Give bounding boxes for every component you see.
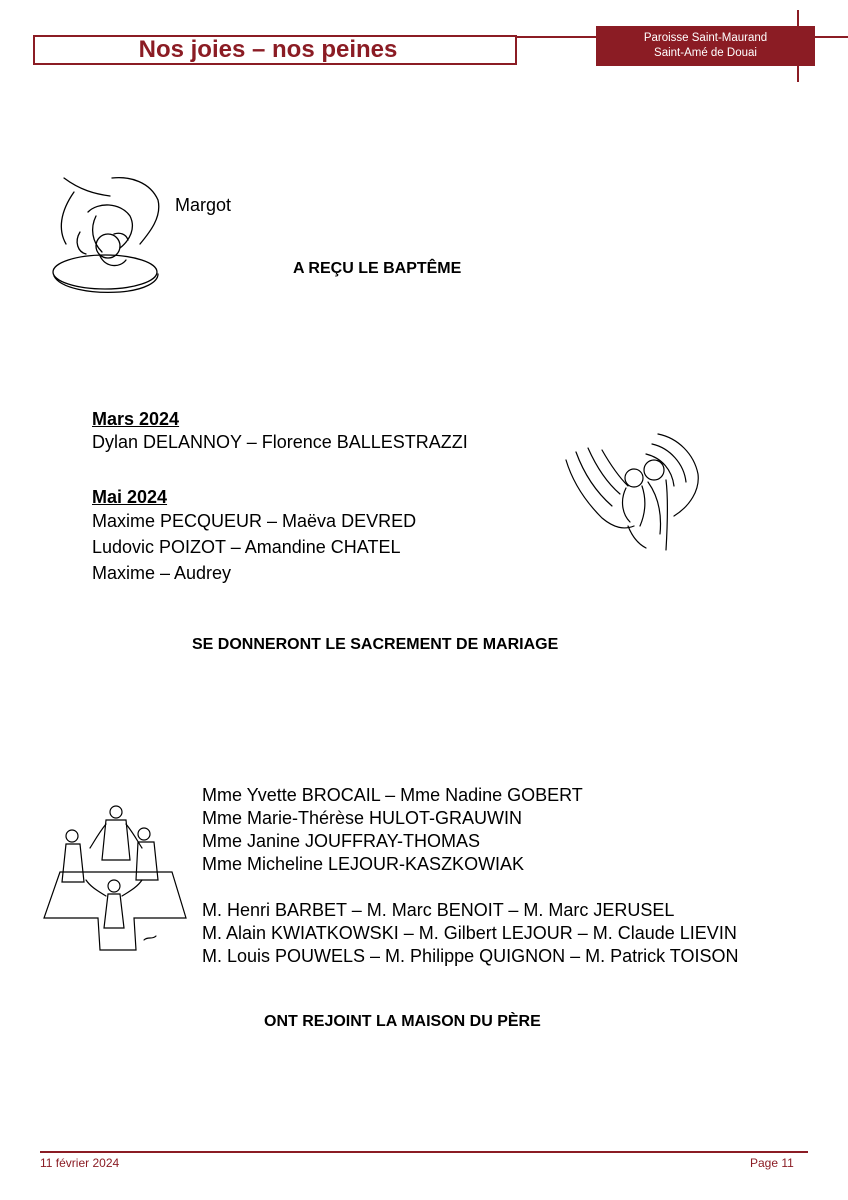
deceased-entry: M. Alain KWIATKOWSKI – M. Gilbert LEJOUR – M. Claude LIEVIN [202,923,737,943]
baptism-illustration [50,172,165,297]
parish-location: Saint-Amé de Douai [654,47,757,59]
deceased-entry: Mme Yvette BROCAIL – Mme Nadine GOBERT [202,785,583,805]
funeral-list [202,784,822,968]
parish-badge [596,26,815,66]
header-cross-mark [797,10,799,82]
deceased-entry: Mme Micheline LEJOUR-KASZKOWIAK [202,854,525,874]
month-label: Mai 2024 [92,487,168,507]
marriage-hands-illustration [562,430,712,555]
deceased-entry: M. Henri BARBET – M. Marc BENOIT – M. Marc JERUSEL [202,900,675,920]
deceased-entry: Mme Marie-Thérèse HULOT-GRAUWIN [202,808,523,828]
marriage-heading: SE DONNERONT LE SACREMENT DE MARIAGE [192,636,559,653]
footer-date: 11 février 2024 [40,1156,120,1170]
couple-entry: Ludovic POIZOT – Amandine CHATEL [92,537,401,557]
page-number: Page 11 [750,1156,794,1170]
parish-name: Paroisse Saint-Maurand [643,32,768,44]
funeral-illustration [40,800,190,960]
deceased-entry: M. Louis POUWELS – M. Philippe QUIGNON – M. Patrick TOISON [202,946,739,966]
baptized-name: Margot [175,195,232,215]
baptism-heading: A REÇU LE BAPTÊME [293,260,462,277]
deceased-entry: Mme Janine JOUFFRAY-THOMAS [202,831,481,851]
couple-entry: Maxime PECQUEUR – Maëva DEVRED [92,511,417,531]
month-label: Mars 2024 [92,409,180,429]
couple-entry: Maxime – Audrey [92,563,232,583]
funeral-heading: ONT REJOINT LA MAISON DU PÈRE [264,1013,541,1030]
couple-entry: Dylan DELANNOY – Florence BALLESTRAZZI [92,432,468,452]
footer-rule [40,1151,808,1153]
page-title: Nos joies – nos peines [138,36,398,63]
marriage-list [92,408,552,586]
